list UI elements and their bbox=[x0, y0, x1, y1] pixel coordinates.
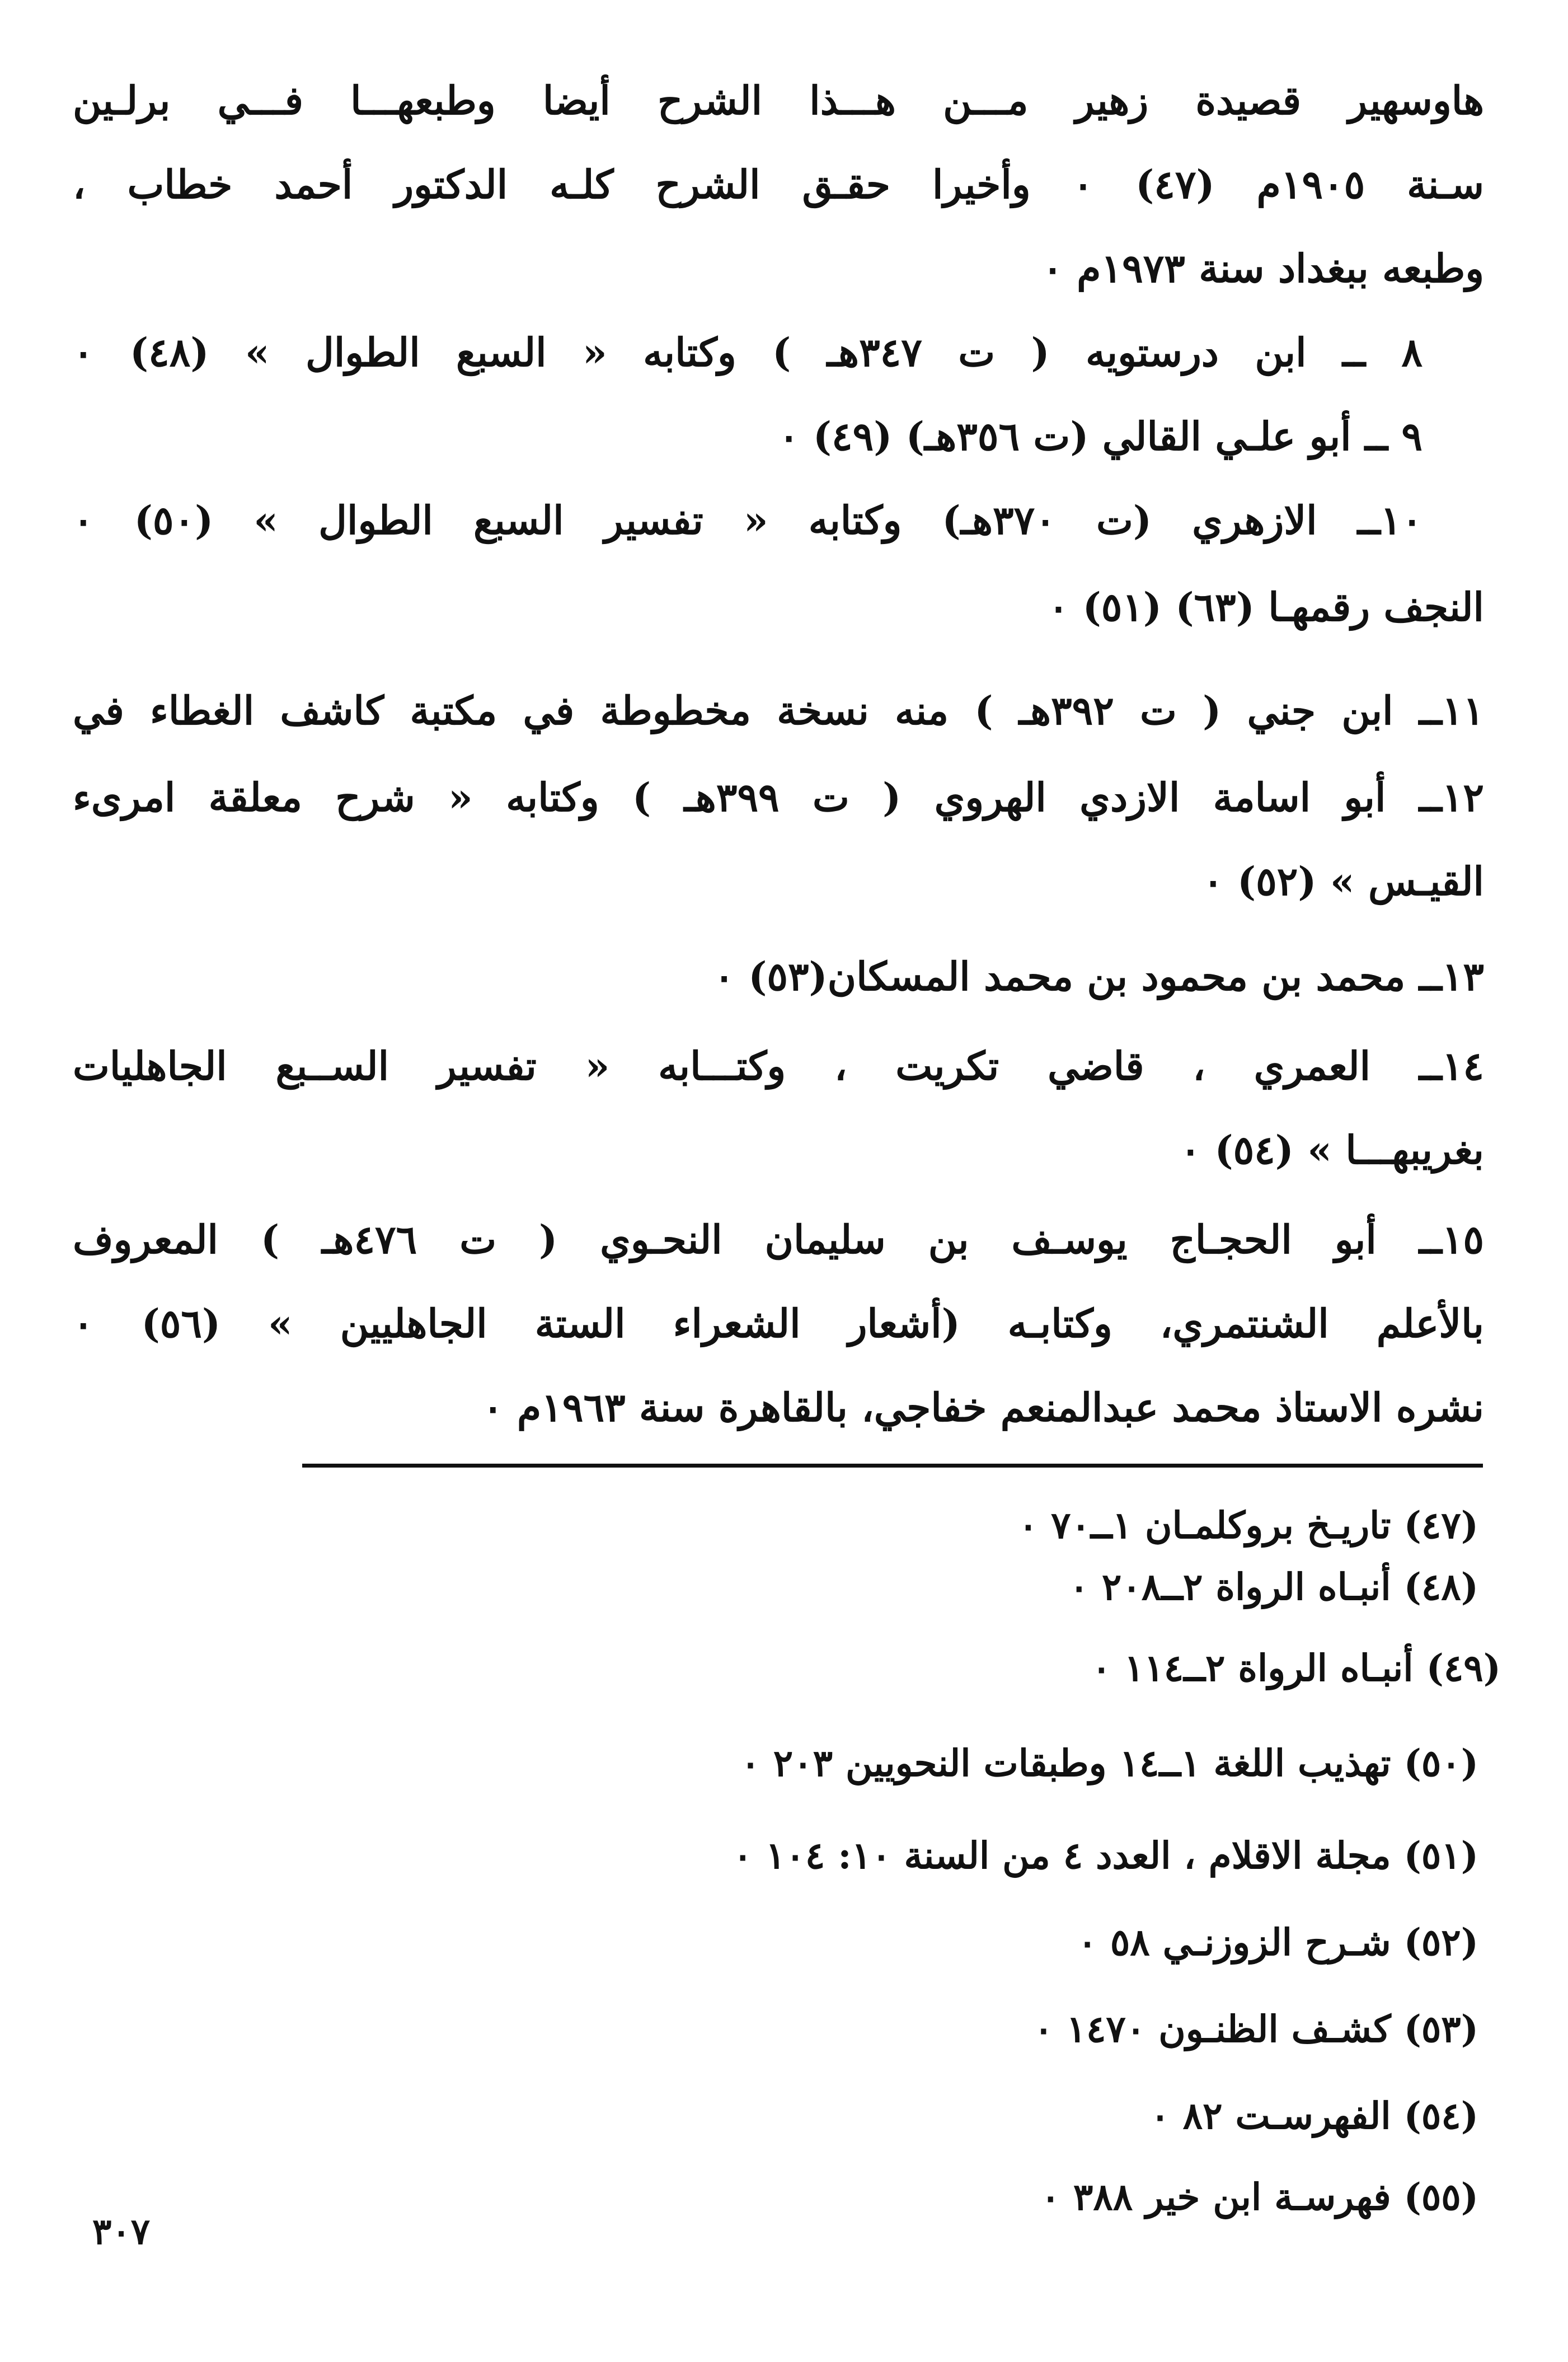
body-line: وطبعه ببغداد سنة ١٩٧٣م ٠ bbox=[1042, 245, 1484, 292]
footnote: (٥٣) كشـف الظنـون ١٤٧٠ ٠ bbox=[1034, 2007, 1478, 2051]
body-line: النجف رقمهـا (٦٣) (٥١) ٠ bbox=[1048, 584, 1484, 630]
body-line: ١٠ــ الازهري (ت ٣٧٠هـ) وكتابه « تفسير السبع الطوال » (٥٠) ٠ bbox=[73, 497, 1423, 543]
footnote: (٥٥) فهرسـة ابن خير ٣٨٨ ٠ bbox=[1040, 2175, 1478, 2219]
footnote: (٥١) مجلة الاقلام ، العدد ٤ من السنة ١٠: ١٠٤ ٠ bbox=[733, 1834, 1478, 1877]
page-number: ٣٠٧ bbox=[92, 2211, 151, 2253]
footnote: (٤٨) أنبـاه الرواة ٢ــ٢٠٨ ٠ bbox=[1069, 1565, 1478, 1609]
body-line: ١١ــ ابن جني ( ت ٣٩٢هـ ) منه نسخة مخطوطة في مكتبة كاشف الغطاء في bbox=[73, 687, 1484, 734]
body-line: القيـس » (٥٢) ٠ bbox=[1203, 858, 1484, 905]
footnote: (٥٤) الفهرسـت ٨٢ ٠ bbox=[1150, 2094, 1478, 2138]
body-line: ١٥ــ أبو الحجـاج يوسـف بن سليمان النحـوي ( ت ٤٧٦هـ ) المعروف bbox=[73, 1216, 1484, 1263]
body-line: ١٣ــ محمد بن محمود بن محمد المسكان(٥٣) ٠ bbox=[713, 953, 1484, 1000]
body-line: بغريبهـــا » (٥٤) ٠ bbox=[1180, 1127, 1484, 1173]
body-line: ٨ ــ ابن درستويه ( ت ٣٤٧هـ ) وكتابه « السبع الطوال » (٤٨) ٠ bbox=[73, 329, 1423, 376]
body-line: هاوسهير قصيدة زهير مـــن هـــذا الشرح أيضا وطبعهـــا فـــي برلـين bbox=[73, 77, 1484, 124]
footnote: (٥٢) شـرح الزوزنـي ٥٨ ٠ bbox=[1077, 1920, 1478, 1964]
footnote: (٥٠) تهذيب اللغة ١ــ١٤ وطبقات النحويين ٢٠٣ ٠ bbox=[740, 1741, 1478, 1785]
footnote-separator bbox=[302, 1464, 1483, 1468]
body-line: ١٢ــ أبو اسامة الازدي الهروي ( ت ٣٩٩هـ ) وكتابه « شرح معلقة امرىء bbox=[73, 774, 1484, 821]
body-line: نشره الاستاذ محمد عبدالمنعم خفاجي، بالقاهرة سنة ١٩٦٣م ٠ bbox=[482, 1384, 1484, 1431]
footnote: (٤٩) أنبـاه الرواة ٢ــ١١٤ ٠ bbox=[1091, 1646, 1501, 1690]
body-line: بالأعلم الشنتمري، وكتابـه (أشعار الشعراء الستة الجاهليين » (٥٦) ٠ bbox=[73, 1300, 1484, 1347]
body-line: ٩ ــ أبو علـي القالي (ت ٣٥٦هـ) (٤٩) ٠ bbox=[778, 413, 1423, 460]
footnote: (٤٧) تاريـخ بروكلمـان ١ــ٧٠ ٠ bbox=[1018, 1503, 1478, 1547]
body-line: سـنة ١٩٠٥م (٤٧) ٠ وأخيرا حقـق الشرح كلـه الدكتور أحمد خطاب ، bbox=[73, 161, 1484, 208]
body-line: ١٤ــ العمري ، قاضي تكريت ، وكتـــابه « تفسير الســبع الجاهليات bbox=[73, 1043, 1484, 1089]
